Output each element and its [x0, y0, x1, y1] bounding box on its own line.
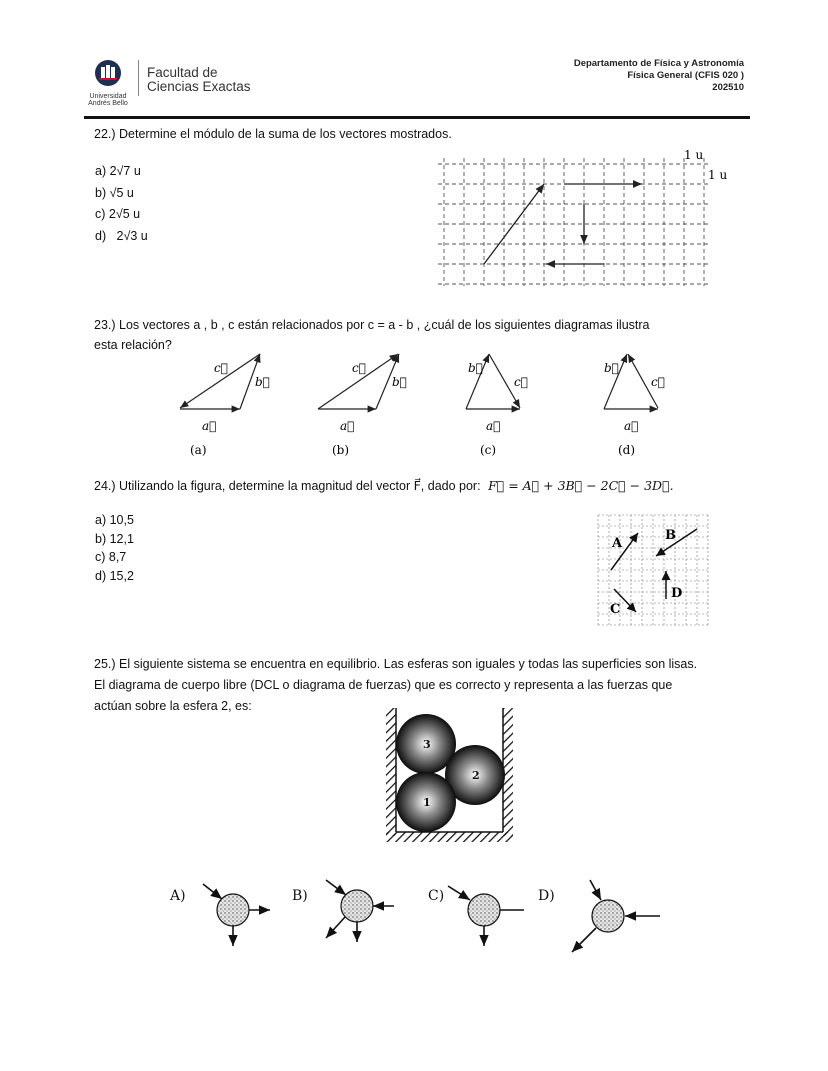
q25-sphere-label-1: 1	[423, 796, 431, 809]
q24-option-d: d) 15,2	[95, 568, 134, 583]
q23-d-label-b: b⃗	[604, 361, 619, 375]
q25-line2: El diagrama de cuerpo libre (DCL o diagrama de fuerzas) que es correcto y representa a las fuerzas que	[94, 678, 673, 692]
q22-vector-grid	[438, 146, 738, 288]
q25-fbd-a	[203, 884, 270, 946]
header-rule	[84, 116, 750, 119]
q24-formula: F⃗ = A⃗ + 3B⃗ − 2C⃗ − 3D⃗.	[488, 478, 674, 493]
q23-c-label-b: b⃗	[468, 361, 483, 375]
header-right	[574, 58, 744, 94]
term-code: 202510	[712, 82, 744, 93]
q25-option-d: D)	[538, 888, 555, 904]
q22-vector-diagonal	[484, 184, 544, 264]
q23-c-label-a: a⃗	[486, 419, 501, 433]
q23-caption-c: (c)	[480, 443, 497, 457]
q25-option-c: C)	[428, 888, 445, 904]
logo-divider	[138, 60, 139, 96]
q23-prompt-line1: 23.) Los vectores a , b , c están relacionados por c = a - b , ¿cuál de los siguientes diagramas ilustra	[94, 318, 650, 332]
q25-line3: actúan sobre la esfera 2, es:	[94, 699, 252, 713]
q23-d-label-a: a⃗	[624, 419, 639, 433]
q23-caption-b: (b)	[332, 443, 350, 457]
q24-options	[95, 511, 134, 585]
q23-caption-d: (d)	[618, 443, 636, 457]
q22-unit-top: 1 u	[684, 148, 704, 162]
q25-fbd-b	[326, 880, 394, 942]
q23-b-label-a: a⃗	[340, 419, 355, 433]
q23-c-label-c: c⃗	[514, 375, 528, 389]
q25-sphere-label-2: 2	[472, 769, 480, 782]
q22-option-c-value: 2√5 u	[108, 207, 141, 221]
q22-options	[95, 161, 148, 247]
faculty-line2: Ciencias Exactas	[147, 79, 251, 94]
q22-option-b-value: √5 u	[109, 185, 134, 200]
department-name: Departamento de Física y Astronomía	[573, 58, 744, 69]
q25-option-b: B)	[292, 888, 308, 904]
q22-option-d-value: 2√3 u	[116, 228, 148, 243]
q23-a-label-c: c⃗	[214, 361, 228, 375]
q24-prompt-row	[94, 476, 674, 496]
q23-prompt-line2: esta relación?	[94, 338, 172, 352]
q22-prompt: 22.) Determine el módulo de la suma de los vectores mostrados.	[94, 127, 452, 141]
q24-option-b: b) 12,1	[95, 531, 134, 546]
logo-emblem-icon	[86, 58, 130, 88]
q23-d-label-c: c⃗	[651, 375, 665, 389]
q24-prompt: 24.) Utilizando la figura, determine la magnitud del vector F⃗, dado por:	[94, 479, 481, 493]
faculty-name	[147, 66, 251, 94]
q23-a-label-a: a⃗	[202, 419, 217, 433]
q24-option-c: c) 8,7	[95, 550, 127, 564]
q25-option-a: A)	[170, 888, 186, 904]
q22-grid-lines	[438, 158, 708, 286]
q23-caption-a: (a)	[190, 443, 207, 457]
university-logo	[86, 58, 130, 107]
q25-fbd-d	[572, 880, 660, 952]
q22-unit-side: 1 u	[708, 168, 728, 182]
q25-line1: 25.) El siguiente sistema se encuentra en equilibrio. Las esferas son iguales y todas las superficies son lisas.	[94, 657, 698, 671]
q22-option-a-value: 2√7 u	[109, 164, 141, 178]
logo-caption: Universidad Andrés Bello	[88, 93, 128, 107]
q24-vector-grid	[596, 513, 712, 629]
q22-option-d: d) 2√3 u	[95, 228, 148, 243]
q22-option-a: a) 2√7 u	[95, 164, 141, 178]
q24-label-d: D	[671, 586, 683, 601]
q24-label-c: C	[610, 602, 621, 617]
q25-sphere-container	[380, 704, 520, 846]
q23-diagrams	[170, 344, 670, 464]
q23-b-label-b: b⃗	[392, 375, 407, 389]
q25-fbd-c	[448, 886, 524, 946]
q24-label-b: B	[665, 528, 676, 543]
q24-vector-b	[656, 529, 697, 556]
q25-sphere-label-3: 3	[423, 738, 431, 751]
q22-option-b: b) √5 u	[95, 185, 134, 200]
faculty-line1: Facultad de	[147, 65, 218, 80]
course-name: Física General (CFIS 020 )	[627, 70, 744, 81]
q23-a-label-b: b⃗	[255, 375, 270, 389]
q25-fbd-options	[160, 872, 680, 962]
q24-option-a: a) 10,5	[95, 513, 134, 527]
q24-label-a: A	[612, 536, 623, 551]
q23-b-label-c: c⃗	[352, 361, 366, 375]
q22-option-c: c) 2√5 u	[95, 207, 141, 221]
